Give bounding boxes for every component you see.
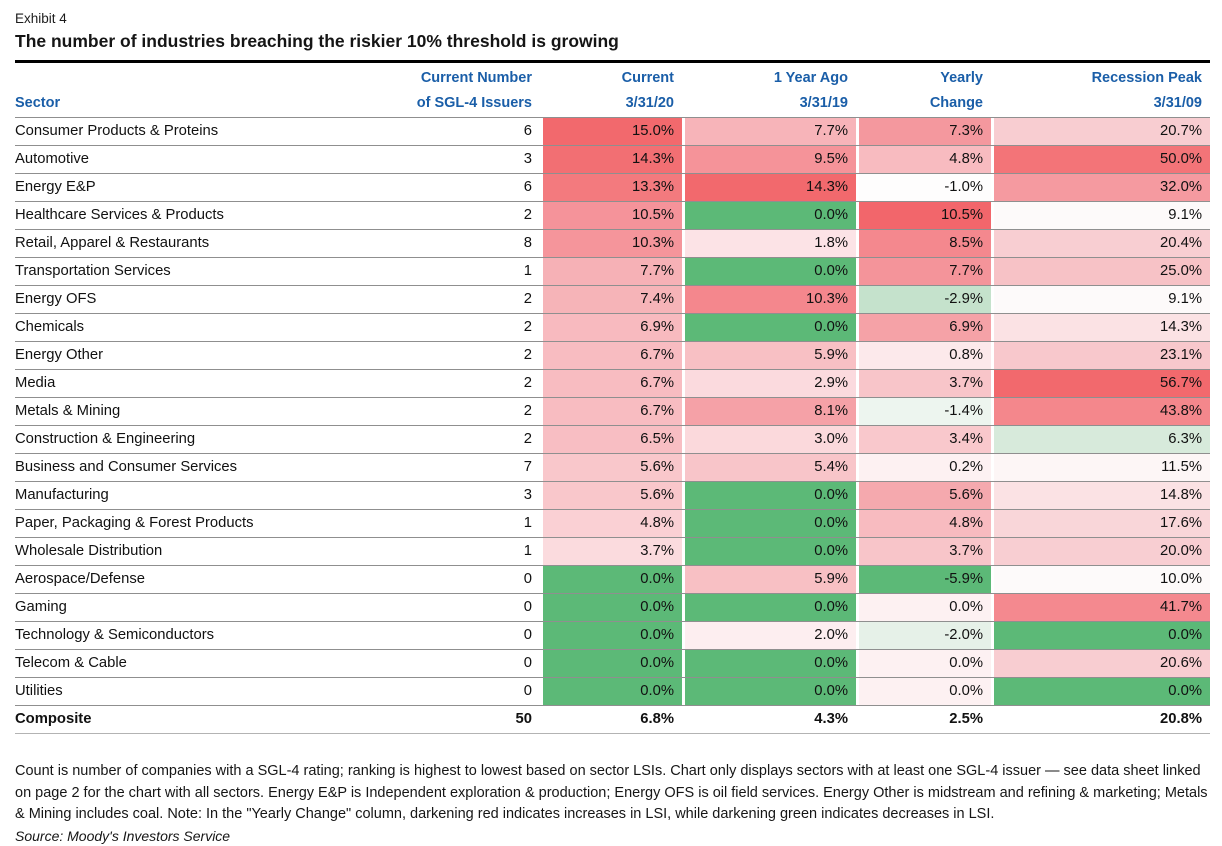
table-row	[15, 285, 1210, 313]
issuer-count-cell: 6	[523, 179, 532, 195]
table-row	[15, 313, 1210, 341]
sector-cell: Energy E&P	[15, 179, 96, 195]
column-header-yearly-change	[856, 63, 991, 117]
current-cell: 0.0%	[540, 594, 682, 621]
issuer-count-cell: 0	[523, 571, 532, 587]
yearly-change-cell: 3.7%	[856, 538, 991, 565]
year-ago-cell: 0.0%	[682, 258, 856, 285]
header-line1: Recession Peak	[1091, 70, 1202, 86]
yearly-change-cell: 0.0%	[856, 678, 991, 705]
recession-peak-cell: 6.3%	[991, 426, 1210, 453]
year-ago-cell: 4.3%	[814, 711, 848, 727]
current-cell: 10.3%	[540, 230, 682, 257]
issuer-count-cell: 2	[523, 375, 532, 391]
recession-peak-cell: 20.8%	[1160, 711, 1202, 727]
table-header-row	[15, 63, 1210, 117]
issuer-count-cell: 0	[523, 683, 532, 699]
yearly-change-cell: 2.5%	[949, 711, 983, 727]
composite-row	[15, 705, 1210, 733]
year-ago-cell: 0.0%	[682, 650, 856, 677]
yearly-change-cell: 4.8%	[856, 146, 991, 173]
sector-cell: Aerospace/Defense	[15, 571, 145, 587]
yearly-change-cell: 4.8%	[856, 510, 991, 537]
recession-peak-cell: 14.3%	[991, 314, 1210, 341]
year-ago-cell: 2.0%	[682, 622, 856, 649]
yearly-change-cell: 0.0%	[856, 650, 991, 677]
sector-cell: Energy Other	[15, 347, 104, 363]
year-ago-cell: 1.8%	[682, 230, 856, 257]
year-ago-cell: 5.4%	[682, 454, 856, 481]
issuer-count-cell: 3	[523, 487, 532, 503]
source-text: Source: Moody's Investors Service	[15, 827, 231, 844]
issuer-count-cell: 0	[523, 627, 532, 643]
issuer-count-cell: 1	[523, 543, 532, 559]
sector-cell: Chemicals	[15, 319, 85, 335]
sector-cell: Technology & Semiconductors	[15, 627, 215, 643]
sector-cell: Business and Consumer Services	[15, 459, 238, 475]
column-header-sector	[15, 63, 400, 117]
current-cell: 7.4%	[540, 286, 682, 313]
current-cell: 3.7%	[540, 538, 682, 565]
table-bottom-rule	[15, 733, 1210, 734]
exhibit-label: Exhibit 4	[15, 11, 67, 26]
recession-peak-cell: 9.1%	[991, 202, 1210, 229]
recession-peak-cell: 32.0%	[991, 174, 1210, 201]
current-cell: 6.9%	[540, 314, 682, 341]
current-cell: 5.6%	[540, 454, 682, 481]
header-line2: Change	[929, 95, 983, 111]
current-cell: 0.0%	[540, 566, 682, 593]
issuer-count-cell: 8	[523, 235, 532, 251]
current-cell: 5.6%	[540, 482, 682, 509]
recession-peak-cell: 50.0%	[991, 146, 1210, 173]
issuer-count-cell: 3	[523, 151, 532, 167]
issuer-count-cell: 0	[523, 599, 532, 615]
issuer-count-cell: 0	[523, 655, 532, 671]
current-cell: 0.0%	[540, 622, 682, 649]
header-line2: of SGL-4 Issuers	[416, 95, 532, 111]
header-line2: 3/31/09	[1153, 95, 1202, 111]
year-ago-cell: 14.3%	[682, 174, 856, 201]
table-row	[15, 425, 1210, 453]
table-row	[15, 649, 1210, 677]
year-ago-cell: 0.0%	[682, 314, 856, 341]
issuer-count-cell: 2	[523, 347, 532, 363]
recession-peak-cell: 20.6%	[991, 650, 1210, 677]
sector-cell: Consumer Products & Proteins	[15, 123, 219, 139]
table-row	[15, 369, 1210, 397]
table-row	[15, 117, 1210, 145]
year-ago-cell: 5.9%	[682, 566, 856, 593]
table-row	[15, 397, 1210, 425]
yearly-change-cell: -5.9%	[856, 566, 991, 593]
table-row	[15, 621, 1210, 649]
year-ago-cell: 3.0%	[682, 426, 856, 453]
sector-cell: Composite	[15, 711, 92, 727]
sector-cell: Manufacturing	[15, 487, 109, 503]
current-cell: 6.5%	[540, 426, 682, 453]
issuer-count-cell: 2	[523, 319, 532, 335]
header-line1: Current	[621, 70, 674, 86]
table-row	[15, 481, 1210, 509]
table-row	[15, 229, 1210, 257]
yearly-change-cell: 7.7%	[856, 258, 991, 285]
sector-cell: Paper, Packaging & Forest Products	[15, 515, 254, 531]
issuer-count-cell: 1	[523, 263, 532, 279]
current-cell: 15.0%	[540, 118, 682, 145]
yearly-change-cell: -1.4%	[856, 398, 991, 425]
sector-cell: Transportation Services	[15, 263, 171, 279]
issuer-count-cell: 2	[523, 403, 532, 419]
yearly-change-cell: 0.0%	[856, 594, 991, 621]
recession-peak-cell: 43.8%	[991, 398, 1210, 425]
table-row	[15, 593, 1210, 621]
table-body	[15, 117, 1210, 733]
recession-peak-cell: 10.0%	[991, 566, 1210, 593]
yearly-change-cell: 8.5%	[856, 230, 991, 257]
sector-cell: Retail, Apparel & Restaurants	[15, 235, 210, 251]
header-line2: 3/31/20	[625, 95, 674, 111]
issuer-count-cell: 6	[523, 123, 532, 139]
current-cell: 6.8%	[640, 711, 674, 727]
recession-peak-cell: 20.4%	[991, 230, 1210, 257]
year-ago-cell: 8.1%	[682, 398, 856, 425]
year-ago-cell: 0.0%	[682, 482, 856, 509]
issuer-count-cell: 7	[523, 459, 532, 475]
sector-cell: Healthcare Services & Products	[15, 207, 224, 223]
current-cell: 6.7%	[540, 398, 682, 425]
table-row	[15, 537, 1210, 565]
yearly-change-cell: -1.0%	[856, 174, 991, 201]
sector-cell: Wholesale Distribution	[15, 543, 163, 559]
year-ago-cell: 2.9%	[682, 370, 856, 397]
issuer-count-cell: 2	[523, 291, 532, 307]
year-ago-cell: 0.0%	[682, 510, 856, 537]
table-row	[15, 677, 1210, 705]
current-cell: 6.7%	[540, 342, 682, 369]
year-ago-cell: 0.0%	[682, 202, 856, 229]
table-row	[15, 341, 1210, 369]
current-cell: 7.7%	[540, 258, 682, 285]
yearly-change-cell: 3.4%	[856, 426, 991, 453]
column-header-recession-peak	[991, 63, 1210, 117]
current-cell: 4.8%	[540, 510, 682, 537]
year-ago-cell: 0.0%	[682, 678, 856, 705]
yearly-change-cell: 0.8%	[856, 342, 991, 369]
recession-peak-cell: 0.0%	[991, 678, 1210, 705]
recession-peak-cell: 23.1%	[991, 342, 1210, 369]
header-line1: Current Number	[420, 70, 532, 86]
issuer-count-cell: 2	[523, 431, 532, 447]
issuer-count-cell: 50	[515, 711, 532, 727]
recession-peak-cell: 20.0%	[991, 538, 1210, 565]
current-cell: 0.0%	[540, 678, 682, 705]
current-cell: 14.3%	[540, 146, 682, 173]
yearly-change-cell: 0.2%	[856, 454, 991, 481]
issuer-count-cell: 1	[523, 515, 532, 531]
page-title: The number of industries breaching the riskier 10% threshold is growing	[15, 31, 619, 51]
yearly-change-cell: 10.5%	[856, 202, 991, 229]
yearly-change-cell: 6.9%	[856, 314, 991, 341]
table-row	[15, 145, 1210, 173]
sector-cell: Telecom & Cable	[15, 655, 127, 671]
column-header-current	[540, 63, 682, 117]
sector-cell: Media	[15, 375, 56, 391]
column-header-issuers	[400, 63, 540, 117]
sector-cell: Metals & Mining	[15, 403, 121, 419]
recession-peak-cell: 0.0%	[991, 622, 1210, 649]
yearly-change-cell: -2.0%	[856, 622, 991, 649]
sector-cell: Construction & Engineering	[15, 431, 196, 447]
current-cell: 6.7%	[540, 370, 682, 397]
recession-peak-cell: 41.7%	[991, 594, 1210, 621]
sector-cell: Utilities	[15, 683, 63, 699]
issuer-count-cell: 2	[523, 207, 532, 223]
recession-peak-cell: 25.0%	[991, 258, 1210, 285]
current-cell: 0.0%	[540, 650, 682, 677]
year-ago-cell: 10.3%	[682, 286, 856, 313]
table-row	[15, 257, 1210, 285]
table-row	[15, 509, 1210, 537]
header-line1: 1 Year Ago	[773, 70, 848, 86]
recession-peak-cell: 17.6%	[991, 510, 1210, 537]
year-ago-cell: 9.5%	[682, 146, 856, 173]
year-ago-cell: 5.9%	[682, 342, 856, 369]
yearly-change-cell: -2.9%	[856, 286, 991, 313]
header-line1: Yearly	[940, 70, 983, 86]
recession-peak-cell: 20.7%	[991, 118, 1210, 145]
recession-peak-cell: 11.5%	[991, 454, 1210, 481]
table-row	[15, 173, 1210, 201]
recession-peak-cell: 9.1%	[991, 286, 1210, 313]
sector-cell: Energy OFS	[15, 291, 97, 307]
table-row	[15, 201, 1210, 229]
year-ago-cell: 0.0%	[682, 538, 856, 565]
yearly-change-cell: 3.7%	[856, 370, 991, 397]
table-row	[15, 565, 1210, 593]
recession-peak-cell: 14.8%	[991, 482, 1210, 509]
recession-peak-cell: 56.7%	[991, 370, 1210, 397]
yearly-change-cell: 7.3%	[856, 118, 991, 145]
current-cell: 10.5%	[540, 202, 682, 229]
current-cell: 13.3%	[540, 174, 682, 201]
year-ago-cell: 7.7%	[682, 118, 856, 145]
column-header-year-ago	[682, 63, 856, 117]
footnote-text: Count is number of companies with a SGL-4 rating; ranking is highest to lowest based on sector LSIs. Chart only displays sectors with at least one SGL-4 issuer — see data sheet linked on page 2 for the chart with all sectors. Energy E&P is Independent exploration & production; Energy OFS is oil field services. Energy Other is midstream and refining & marketing; Metals & Mining includes coal. Note: In the "Yearly Change" column, darkening red indicates increases in LSI, while darkening green indicates decreases in LSI.	[15, 763, 1208, 822]
yearly-change-cell: 5.6%	[856, 482, 991, 509]
sector-cell: Gaming	[15, 599, 67, 615]
sector-cell: Automotive	[15, 151, 90, 167]
year-ago-cell: 0.0%	[682, 594, 856, 621]
header-line2: 3/31/19	[799, 95, 848, 111]
table-row	[15, 453, 1210, 481]
header-line2: Sector	[15, 95, 61, 111]
